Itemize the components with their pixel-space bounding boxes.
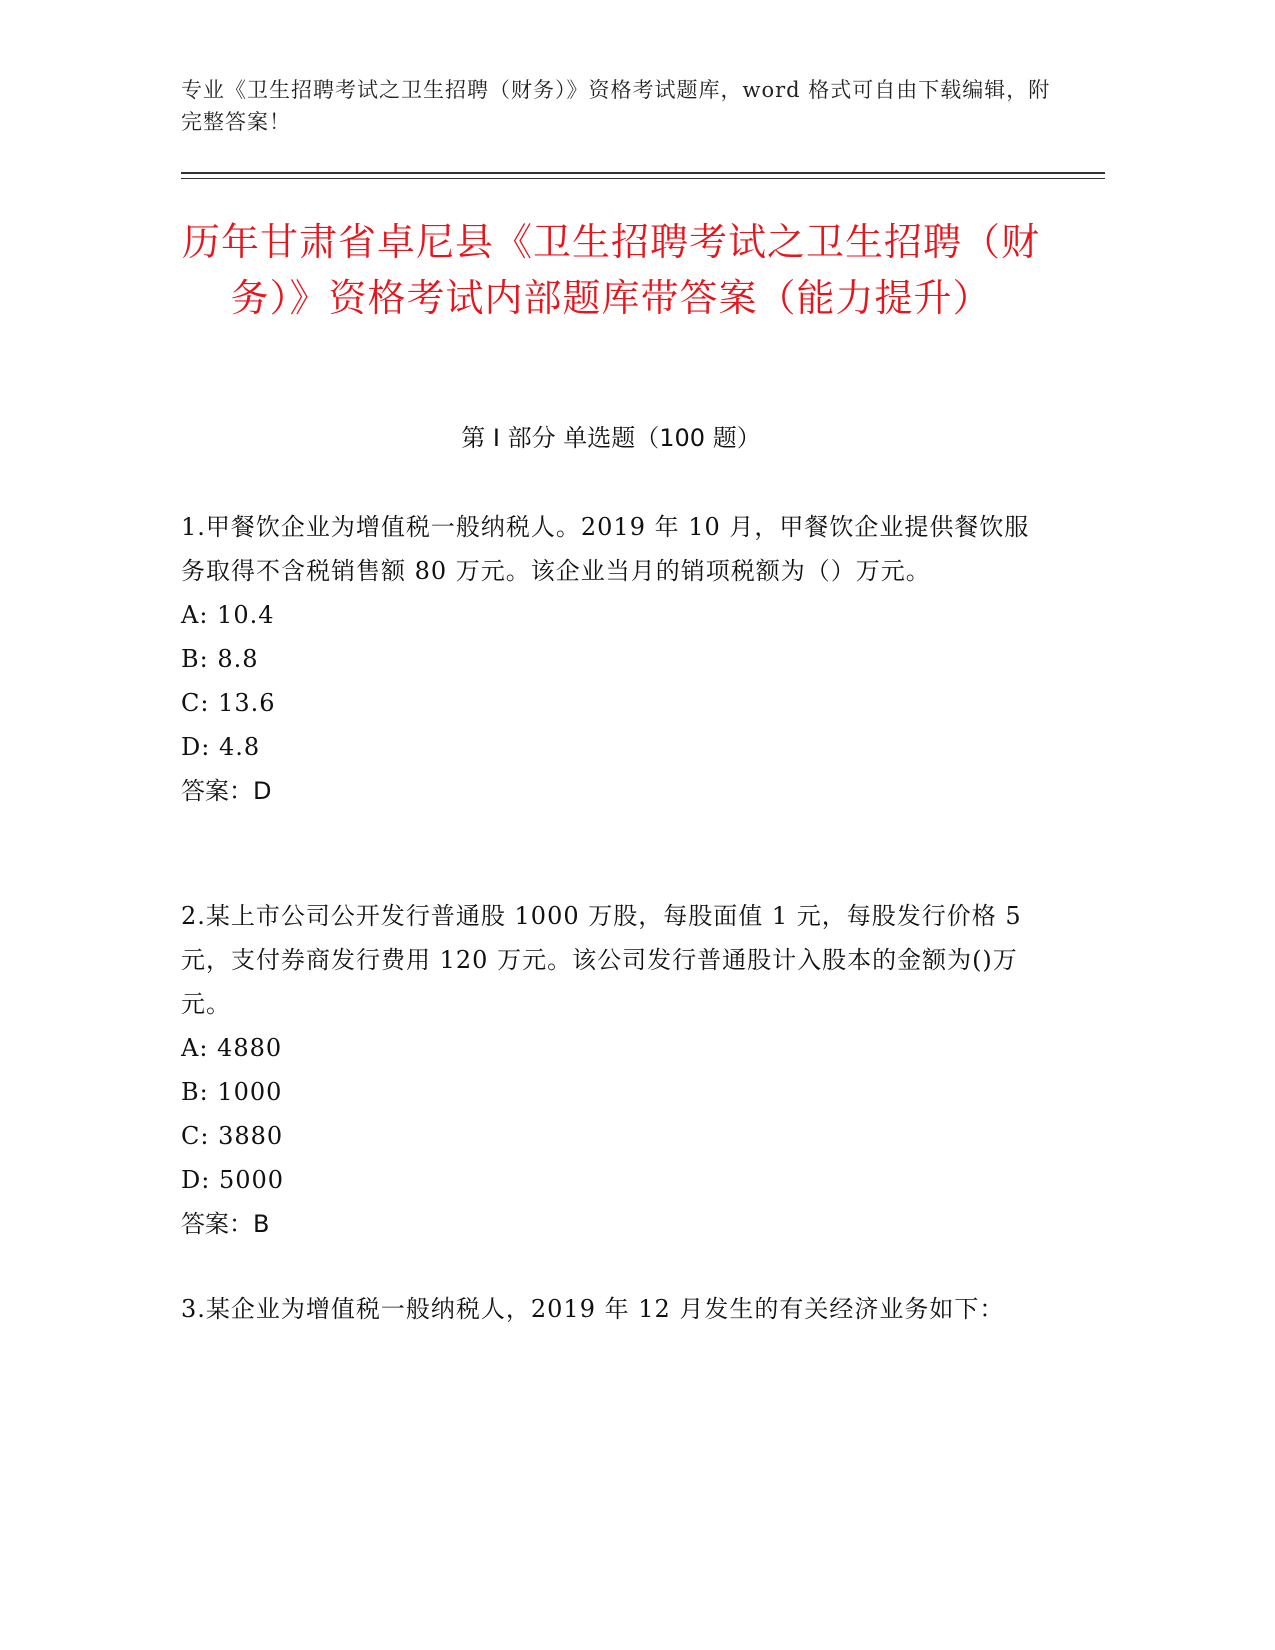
option-c: C: 13.6 [181,689,276,717]
section-heading: 第 I 部分 单选题（100 题） [461,424,761,452]
header-rule-thin [181,178,1105,179]
option-b: B: 1000 [181,1078,283,1106]
question-1 [181,505,1041,813]
option-d: D: 4.8 [181,733,261,761]
option-a: A: 10.4 [181,601,275,629]
document-title: 历年甘肃省卓尼县《卫生招聘考试之卫生招聘（财务）》资格考试内部题库带答案（能力提升） [181,220,1040,320]
question-2 [181,894,1041,1246]
header-note: 专业《卫生招聘考试之卫生招聘（财务）》资格考试题库，word 格式可自由下载编辑，附完整答案！ [181,78,1051,134]
question-stem: 1.甲餐饮企业为增值税一般纳税人。2019 年 10 月，甲餐饮企业提供餐饮服务取得不含税销售额 80 万元。该企业当月的销项税额为（）万元。 [181,513,1030,585]
header-rule-thick [181,172,1105,174]
answer-line: 答案：B [181,1210,270,1238]
option-c: C: 3880 [181,1122,284,1150]
answer-line: 答案：D [181,777,272,805]
option-a: A: 4880 [181,1034,283,1062]
option-b: B: 8.8 [181,645,259,673]
option-d: D: 5000 [181,1166,285,1194]
question-3 [181,1287,1041,1331]
question-stem: 2.某上市公司公开发行普通股 1000 万股，每股面值 1 元，每股发行价格 5 元，支付券商发行费用 120 万元。该公司发行普通股计入股本的金额为()万元。 [181,902,1022,1018]
question-stem: 3.某企业为增值税一般纳税人，2019 年 12 月发生的有关经济业务如下： [181,1295,1005,1323]
